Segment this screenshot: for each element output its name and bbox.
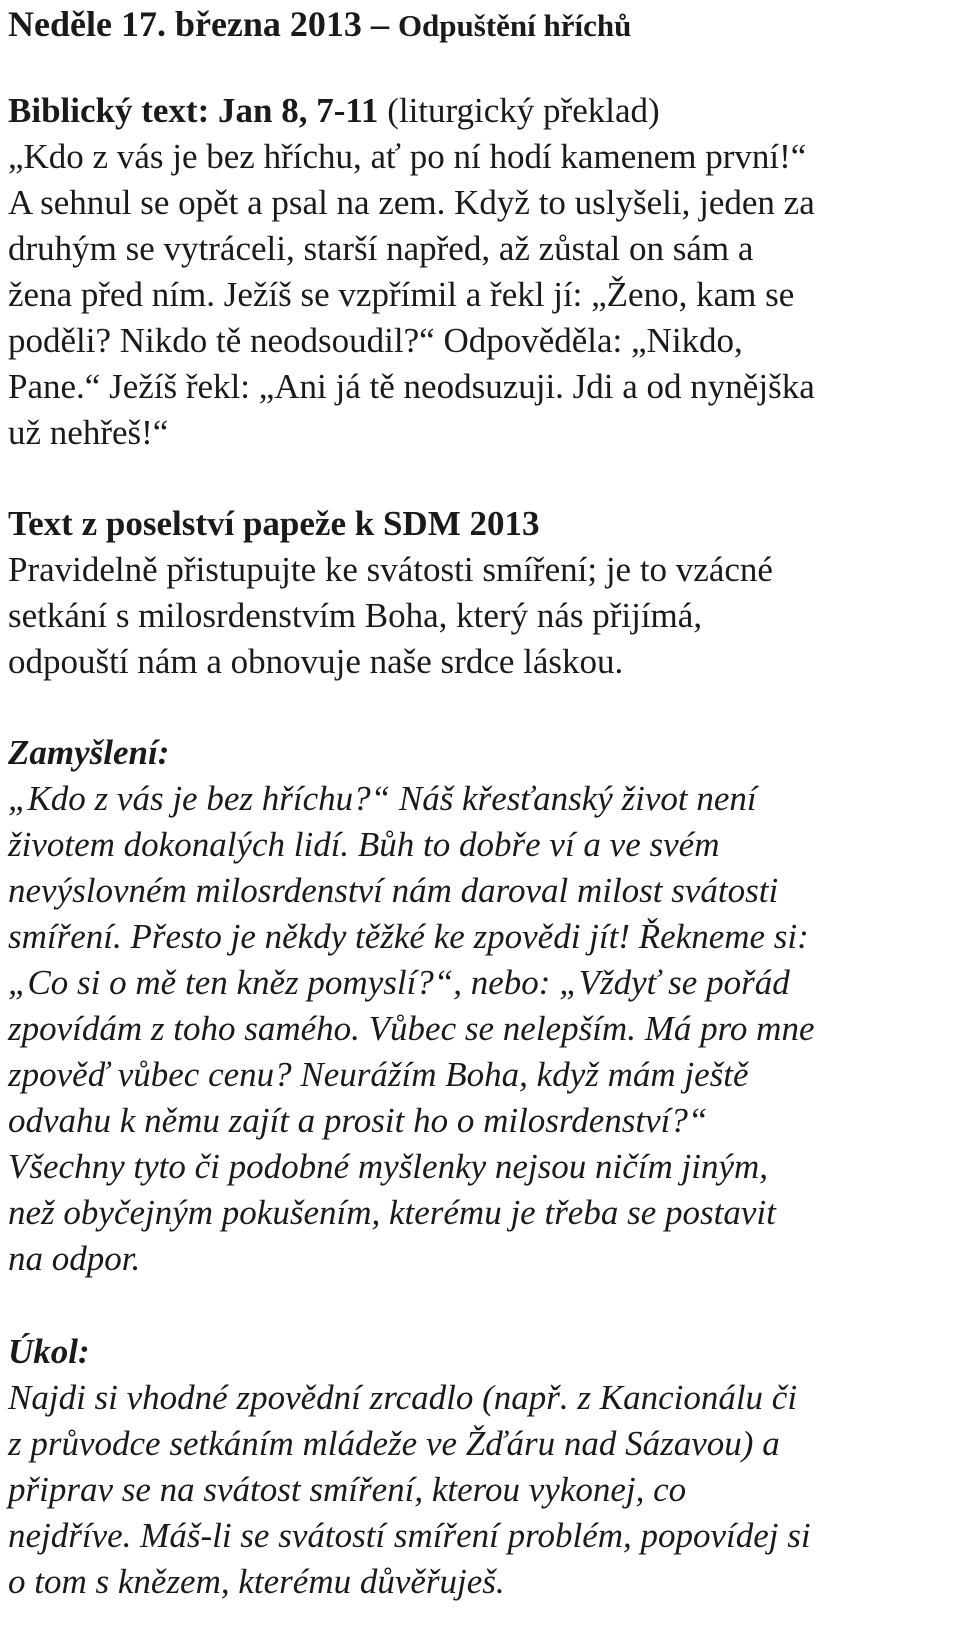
bible-line: A sehnul se opět a psal na zem. Když to uslyšeli, jeden za [8, 183, 815, 222]
document-page [0, 2, 960, 1652]
bible-line: Pane.“ Ježíš řekl: „Ani já tě neodsuzuji. Jdi a od nynějška [8, 367, 815, 406]
title-dash: – [361, 4, 398, 44]
bible-line: „Kdo z vás je bez hříchu, ať po ní hodí kamenem první!“ [8, 137, 807, 176]
page-title [8, 2, 948, 48]
bible-label: Biblický text: Jan 8, 7-11 [8, 91, 379, 130]
title-topic: Odpuštění hříchů [397, 8, 632, 43]
reflection-heading: Zamyšlení: [8, 733, 170, 772]
title-date: Neděle 17. března 2013 [8, 4, 362, 44]
task-line: z průvodce setkáním mládeže ve Žďáru nad Sázavou) a [8, 1424, 780, 1463]
reflection-line: nevýslovném milosrdenství nám daroval milost svátosti [8, 871, 779, 910]
bible-section [8, 88, 948, 456]
bible-heading [8, 88, 948, 134]
reflection-line: odvahu k němu zajít a prosit ho o milosrdenství?“ [8, 1101, 708, 1140]
task-section [8, 1329, 948, 1605]
reflection-section [8, 730, 948, 1282]
bible-line: už nehřeš!“ [8, 413, 169, 452]
reflection-line: „Co si o mě ten kněz pomyslí?“, nebo: „Vždyť se pořád [8, 963, 790, 1002]
reflection-line: zpovídám z toho samého. Vůbec se nelepším. Má pro mne [8, 1009, 815, 1048]
reflection-line: Všechny tyto či podobné myšlenky nejsou ničím jiným, [8, 1147, 769, 1186]
pope-line: odpouští nám a obnovuje naše srdce láskou. [8, 642, 624, 681]
task-heading: Úkol: [8, 1332, 90, 1371]
reflection-line: zpověď vůbec cenu? Neurážím Boha, když mám ještě [8, 1055, 749, 1094]
reflection-line: na odpor. [8, 1239, 141, 1278]
bible-line: poděli? Nikdo tě neodsoudil?“ Odpověděla: „Nikdo, [8, 321, 743, 360]
pope-line: Pravidelně přistupujte ke svátosti smíření; je to vzácné [8, 550, 773, 589]
bible-note: (liturgický překlad) [378, 91, 660, 130]
reflection-line: „Kdo z vás je bez hříchu?“ Náš křesťanský život není [8, 779, 757, 818]
reflection-line: než obyčejným pokušením, kterému je třeba se postavit [8, 1193, 776, 1232]
pope-heading: Text z poselství papeže k SDM 2013 [8, 504, 540, 543]
task-line: o tom s knězem, kterému důvěřuješ. [8, 1562, 505, 1601]
reflection-line: smíření. Přesto je někdy těžké ke zpovědi jít! Řekneme si: [8, 917, 809, 956]
task-line: připrav se na svátost smíření, kterou vykonej, co [8, 1470, 687, 1509]
reflection-line: životem dokonalých lidí. Bůh to dobře ví a ve svém [8, 825, 720, 864]
task-line: nejdříve. Máš-li se svátostí smíření problém, popovídej si [8, 1516, 811, 1555]
pope-line: setkání s milosrdenstvím Boha, který nás přijímá, [8, 596, 703, 635]
bible-line: druhým se vytráceli, starší napřed, až zůstal on sám a [8, 229, 754, 268]
task-line: Najdi si vhodné zpovědní zrcadlo (např. z Kancionálu či [8, 1378, 798, 1417]
pope-section [8, 501, 948, 685]
bible-line: žena před ním. Ježíš se vzpřímil a řekl jí: „Ženo, kam se [8, 275, 795, 314]
